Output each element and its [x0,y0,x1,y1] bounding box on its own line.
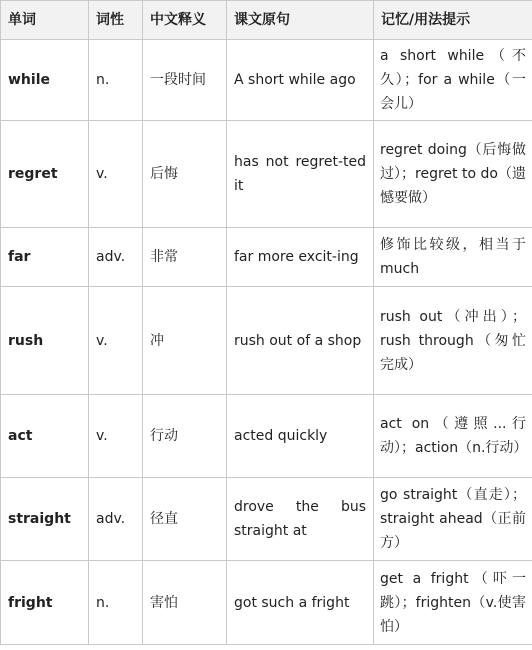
cell-meaning: 一段时间 [143,40,227,121]
cell-meaning: 行动 [143,395,227,478]
cell-word: act [1,395,89,478]
table-row [1,228,532,287]
cell-word: while [1,40,89,121]
table-row [1,121,532,228]
cell-note: act on（遵照...行动）；action（n.行动） [374,395,532,478]
table-row [1,287,532,395]
cell-note: go straight（直走）；straight ahead（正前方） [374,478,532,561]
cell-part-of-speech: adv. [89,478,143,561]
cell-meaning: 径直 [143,478,227,561]
table-row [1,561,532,645]
cell-part-of-speech: v. [89,395,143,478]
cell-word: straight [1,478,89,561]
table-row [1,395,532,478]
header-meaning: 中文释义 [143,1,227,40]
cell-word: regret [1,121,89,228]
cell-part-of-speech: n. [89,40,143,121]
cell-note: rush out（冲出）；rush through（匆忙完成） [374,287,532,395]
cell-note: regret doing（后悔做过）；regret to do（遗憾要做） [374,121,532,228]
cell-sentence: far more excit-ing [227,228,374,287]
cell-sentence: got such a fright [227,561,374,645]
cell-word: rush [1,287,89,395]
header-sentence: 课文原句 [227,1,374,40]
cell-sentence: acted quickly [227,395,374,478]
cell-part-of-speech: v. [89,287,143,395]
cell-word: far [1,228,89,287]
cell-note: a short while（不久）；for a while（一会儿） [374,40,532,121]
cell-meaning: 后悔 [143,121,227,228]
header-part-of-speech: 词性 [89,1,143,40]
table-row [1,478,532,561]
cell-part-of-speech: v. [89,121,143,228]
header-note: 记忆/用法提示 [374,1,532,40]
cell-meaning: 害怕 [143,561,227,645]
cell-note: 修饰比较级，相当于much [374,228,532,287]
cell-sentence: rush out of a shop [227,287,374,395]
cell-meaning: 冲 [143,287,227,395]
cell-note: get a fright（吓一跳）；frighten（v.使害怕） [374,561,532,645]
cell-part-of-speech: adv. [89,228,143,287]
header-row [1,1,532,40]
header-word: 单词 [1,1,89,40]
cell-sentence: A short while ago [227,40,374,121]
cell-sentence: drove the bus straight at [227,478,374,561]
cell-meaning: 非常 [143,228,227,287]
cell-part-of-speech: n. [89,561,143,645]
cell-sentence: has not regret-ted it [227,121,374,228]
cell-word: fright [1,561,89,645]
table-row [1,40,532,121]
